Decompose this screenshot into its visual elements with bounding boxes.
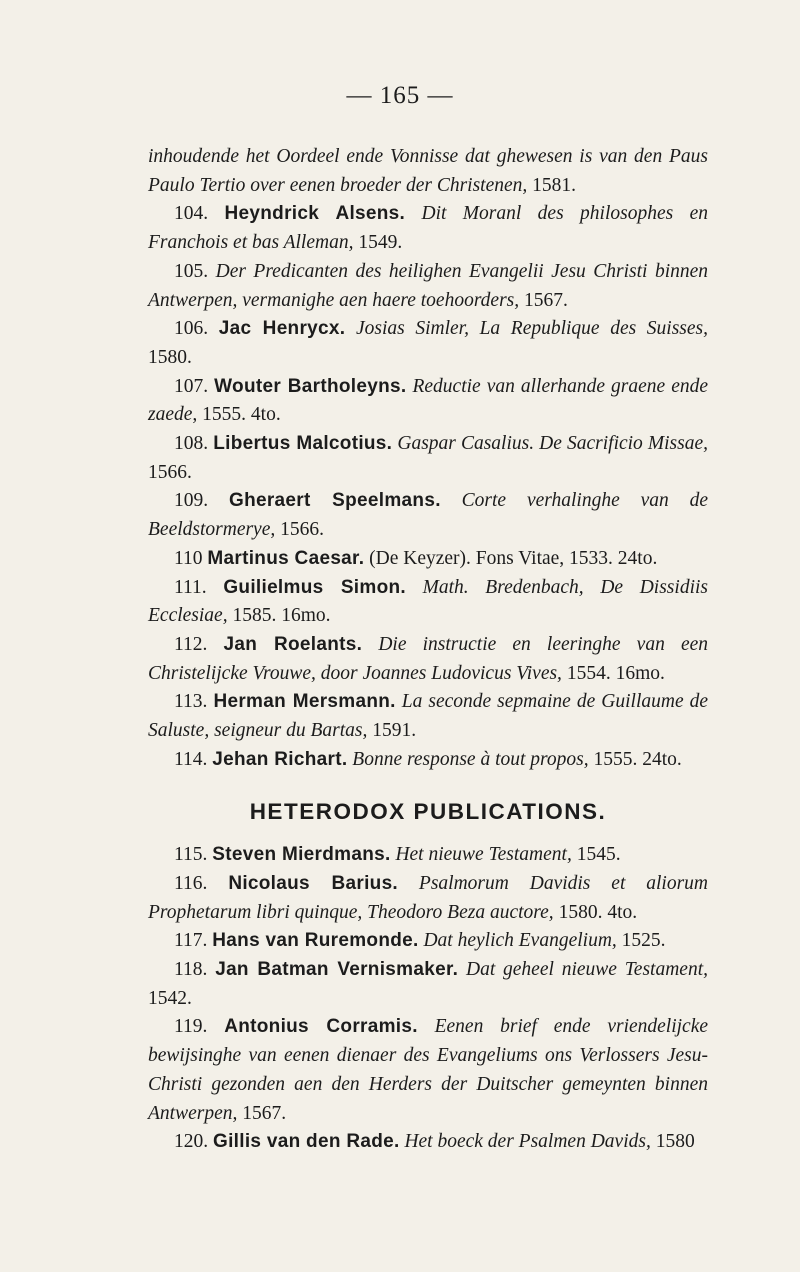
entries-list-heterodox [148,841,708,1157]
book-title: Dat geheel nieuwe Testament, [465,958,708,980]
printer-name: Guilielmus Simon. [223,576,406,598]
page-number: — 165 — [346,82,454,109]
printer-name: Jehan Richart. [212,748,348,770]
entry-number: 104. [174,203,209,225]
imprint-details: 1585. 16mo. [232,605,331,627]
printer-name: Libertus Malcotius. [213,433,393,455]
book-title: Het nieuwe Testament, [395,844,572,866]
imprint-details: (De Keyzer). Fons Vitae, 1533. 24to. [369,547,658,569]
book-title: Het boeck der Psalmen Davids, [404,1131,651,1153]
printer-name: Gillis van den Rade. [213,1131,400,1153]
entry-number: 107. [174,375,209,397]
book-title: Math. Bredenbach, De Dissidiis Ecclesiae, [148,576,708,627]
book-title: Psalmorum Davidis et aliorum Prophetarum libri quinque, Theodoro Beza auctore, [148,872,709,923]
imprint-details: 1580. [148,346,192,368]
printer-name: Herman Mersmann. [213,691,396,713]
printer-name: Martinus Caesar. [207,547,365,569]
entry-number: 110 [174,547,203,569]
list-item [148,1013,708,1128]
page-body [148,143,708,1157]
entry-number: 109. [174,490,209,512]
imprint-details: 1591. [372,720,417,742]
list-item [148,956,708,1013]
list-item [148,631,708,688]
imprint-details: 1542. [148,987,192,1009]
printer-name: Nicolaus Barius. [228,872,399,894]
list-item [148,258,708,315]
list-item [148,870,708,927]
printer-name: Gheraert Speelmans. [229,490,441,512]
entry-number: 115. [174,844,208,866]
imprint-details: 1566. [280,519,324,541]
entry-number: 120. [174,1131,209,1153]
section-heading: HETERODOX PUBLICATIONS. [249,799,607,825]
imprint-details: 1555. 4to. [202,404,281,426]
entry-number: 119. [174,1016,208,1038]
entry-number: 105. [174,260,209,282]
entry-number: 113. [174,691,208,713]
list-item [148,200,708,257]
entries-list-printers [148,200,708,774]
printer-name: Jan Batman Vernismaker. [215,958,459,980]
intro-year: 1581. [532,174,577,196]
book-title: Reductie van allerhande graene ende zaede, [148,375,709,426]
imprint-details: 1580. 4to. [558,901,638,923]
imprint-details: 1566. [148,461,192,483]
imprint-details: 1580 [655,1131,695,1153]
book-title: Eenen brief ende vriendelijcke bewijsinghe van eenen dienaer des Evangeliums ons Verlossers Jesu-Christi gezonden aen den Herders der Duitscher gemeynten binnen Antwerpen, [148,1016,709,1124]
book-title: Corte verhalinghe van de Beeldstormerye, [148,490,709,541]
intro-paragraph [148,143,708,200]
list-item [148,315,708,372]
list-item [148,545,708,574]
entry-number: 106. [174,318,209,340]
printer-name: Antonius Corramis. [224,1016,418,1038]
list-item [148,746,708,775]
printer-name: Jac Henrycx. [218,318,346,340]
list-item [148,373,708,430]
entry-number: 112. [174,633,208,655]
list-item [148,688,708,745]
book-title: La seconde sepmaine de Guillaume de Saluste, seigneur du Bartas, [148,691,709,742]
intro-text: inhoudende het Oordeel ende Vonnisse dat ghewesen is van den Paus Paulo Tertio over eenen broeder der Christenen, [148,146,708,196]
printer-name: Steven Mierdmans. [212,844,391,866]
entry-number: 116. [174,872,208,894]
imprint-details: 1554. 16mo. [566,662,665,684]
imprint-details: 1525. [621,930,666,952]
entry-number: 108. [174,433,209,455]
book-title: Gaspar Casalius. De Sacrificio Missae, [397,433,709,455]
book-title: Bonne response à tout propos, [352,748,589,770]
printer-name: Heyndrick Alsens. [224,203,406,225]
list-item [148,430,708,487]
entry-number: 114. [174,748,208,770]
book-title: Dat heylich Evangelium, [423,930,617,952]
list-item [148,487,708,544]
list-item [148,1128,708,1157]
list-item [148,841,708,870]
book-title: Dit Moranl des philosophes en Franchois et bas Alleman, [148,203,708,254]
entry-number: 111. [174,576,207,598]
imprint-details: 1567. [242,1102,287,1124]
imprint-details: 1555. 24to. [593,748,682,770]
printer-name: Hans van Ruremonde. [212,930,419,952]
imprint-details: 1567. [524,289,568,311]
list-item [148,927,708,956]
imprint-details: 1549. [358,232,403,254]
book-title: Josias Simler, La Republique des Suisses, [355,318,709,340]
entry-number: 117. [174,930,208,952]
entry-number: 118. [174,958,208,980]
printer-name: Jan Roelants. [223,633,363,655]
book-title: Die instructie en leeringhe van een Christelijcke Vrouwe, door Joannes Ludovicus Vives, [148,633,709,684]
book-title: Der Predicanten des heilighen Evangelii Jesu Christi binnen Antwerpen, vermanighe aen haere toehoorders, [148,260,709,311]
imprint-details: 1545. [576,844,621,866]
list-item [148,574,708,631]
printer-name: Wouter Bartholeyns. [214,375,407,397]
